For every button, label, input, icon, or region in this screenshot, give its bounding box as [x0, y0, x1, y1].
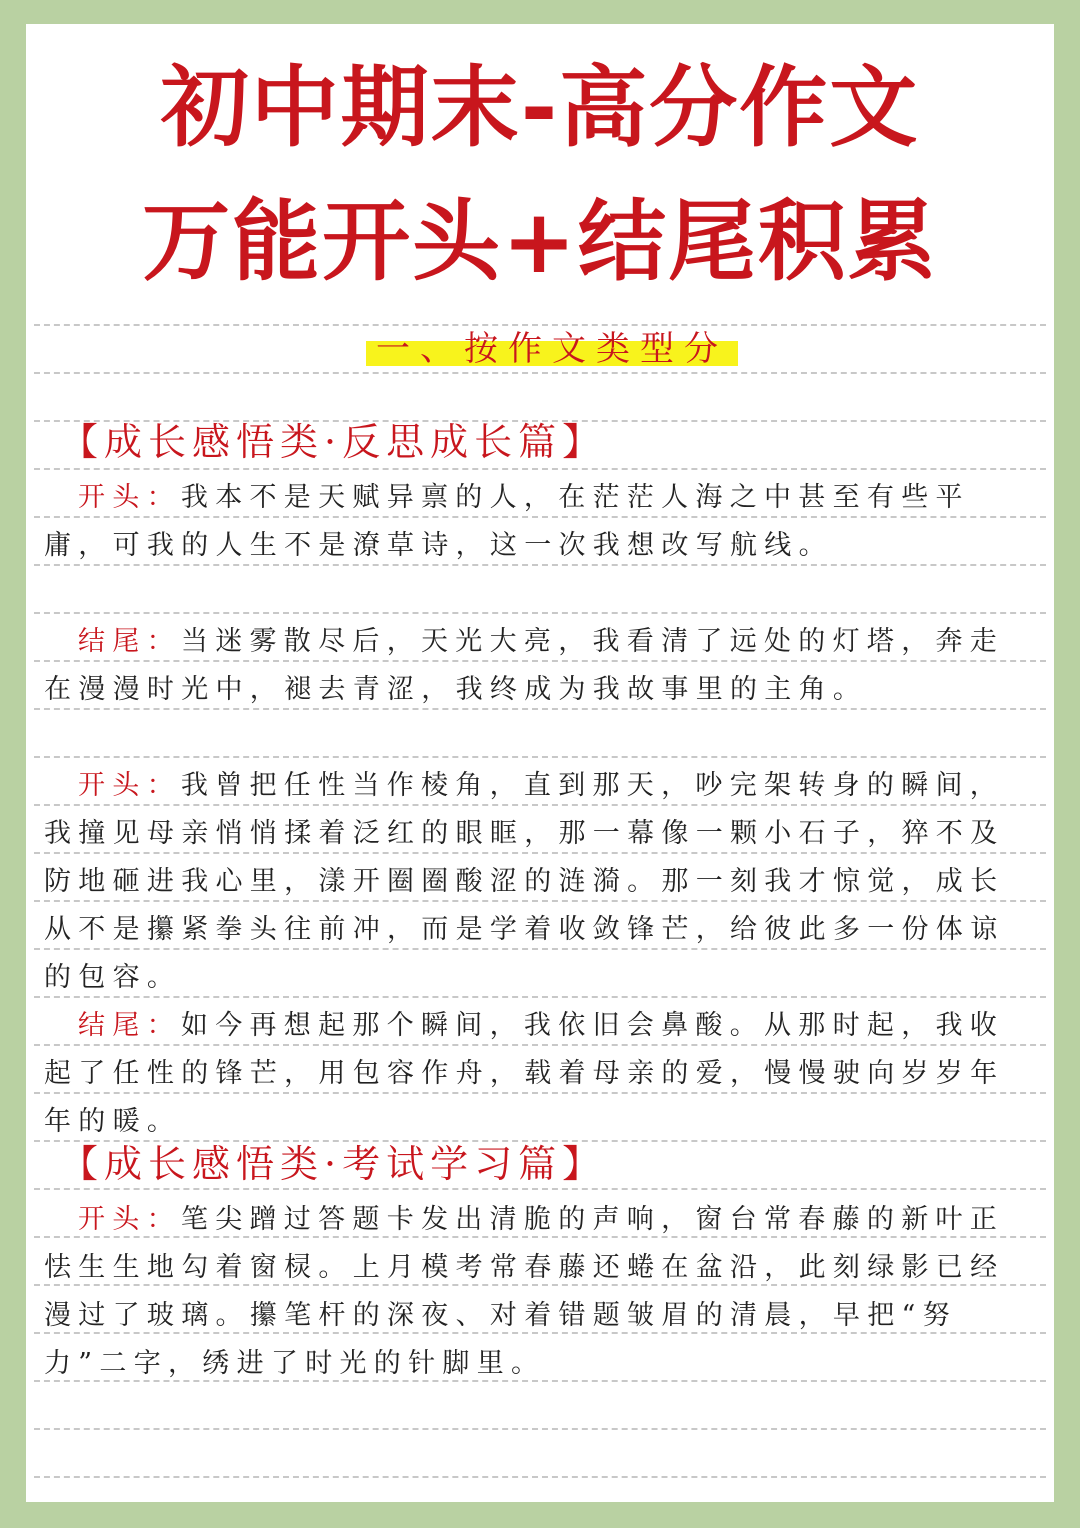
category-heading: 【成长感悟类·反思成长篇】 — [60, 420, 607, 464]
page-title-line-1: 初中期末-高分作文 — [160, 56, 920, 159]
dashed-rule — [34, 612, 1046, 614]
paragraph-text: 当迷雾散尽后，天光大亮，我看清了远处的灯塔，奔走在漫漫时光中，褪去青涩，我终成为我故事里的主角。 — [44, 626, 1005, 705]
paragraph-ending — [44, 618, 1028, 714]
paragraph-opening — [44, 474, 1028, 570]
paragraph-text: 我本不是天赋异禀的人，在茫茫人海之中甚至有些平庸，可我的人生不是潦草诗，这一次我想改写航线。 — [44, 482, 970, 561]
dashed-rule — [34, 1428, 1046, 1430]
dashed-rule — [34, 372, 1046, 374]
paragraph-text: 我曾把任性当作棱角，直到那天，吵完架转身的瞬间，我撞见母亲悄悄揉着泛红的眼眶，那一幕像一颗小石子，猝不及防地砸进我心里，漾开圈圈酸涩的涟漪。那一刻我才惊觉，成长从不是攥紧拳头往前冲，而是学着收敛锋芒，给彼此多一份体谅的包容。 — [44, 770, 1005, 993]
paragraph-label: 结尾： — [78, 626, 181, 657]
section-heading: 一、按作文类型分 — [366, 329, 738, 369]
paragraph-label: 开头： — [78, 482, 181, 513]
page-title-line-2: 万能开头+结尾积累 — [142, 190, 938, 293]
dashed-rule — [34, 468, 1046, 470]
paragraph-text: 笔尖蹭过答题卡发出清脆的声响，窗台常春藤的新叶正怯生生地勾着窗棂。上月模考常春藤还蜷在盆沿，此刻绿影已经漫过了玻璃。攥笔杆的深夜、对着错题皱眉的清晨，早把“努力”二字，绣进了时光的针脚里。 — [44, 1204, 1005, 1379]
paragraph-opening — [44, 762, 1028, 1002]
paragraph-ending — [44, 1002, 1028, 1146]
paragraph-opening — [44, 1196, 1028, 1388]
paragraph-label: 开头： — [78, 770, 181, 801]
paragraph-text: 如今再想起那个瞬间，我依旧会鼻酸。从那时起，我收起了任性的锋芒，用包容作舟，载着母亲的爱，慢慢驶向岁岁年年的暖。 — [44, 1010, 1005, 1137]
dashed-rule — [34, 1476, 1046, 1478]
category-heading: 【成长感悟类·考试学习篇】 — [60, 1142, 607, 1186]
dashed-rule — [34, 1188, 1046, 1190]
dashed-rule — [34, 756, 1046, 758]
article-page — [26, 24, 1054, 1502]
paragraph-label: 开头： — [78, 1204, 181, 1235]
paragraph-label: 结尾： — [78, 1010, 181, 1041]
dashed-rule — [34, 324, 1046, 326]
